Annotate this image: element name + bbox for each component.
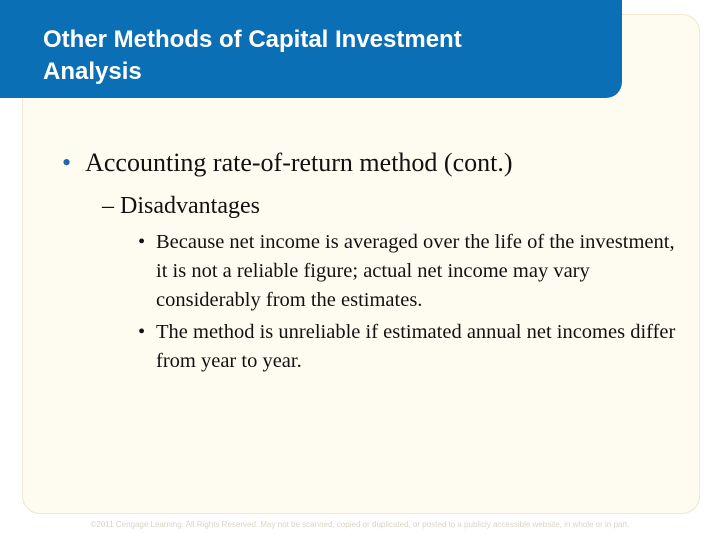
disadvantage-point-2: [138, 318, 678, 376]
sub-heading-marker: –: [102, 193, 114, 219]
sub-heading: [102, 190, 260, 222]
disadvantage-point-1-text: Because net income is averaged over the life of the investment, it is not a reliable figure; actual net income may vary considerably from the estimates.: [156, 231, 675, 311]
disadvantage-point-2-text: The method is unreliable if estimated annual net incomes differ from year to year.: [156, 321, 676, 372]
sub-heading-text: Disadvantages: [120, 193, 260, 219]
slide-title-bar: [0, 0, 622, 98]
main-bullet-text: Accounting rate-of-return method (cont.): [85, 148, 513, 177]
slide-title-line-2: Analysis: [43, 58, 142, 85]
disadvantage-point-2-marker: •: [138, 321, 146, 343]
main-bullet: [62, 146, 513, 180]
disadvantage-point-1: [138, 228, 678, 315]
disadvantage-point-1-marker: •: [138, 231, 146, 253]
main-bullet-marker: •: [62, 148, 72, 177]
slide-title-line-1: Other Methods of Capital Investment: [43, 26, 462, 53]
copyright-footer: ©2011 Cengage Learning. All Rights Reserved. May not be scanned, copied or duplicated, or posted to a publicly accessible website, in whole or in part.: [90, 520, 630, 529]
